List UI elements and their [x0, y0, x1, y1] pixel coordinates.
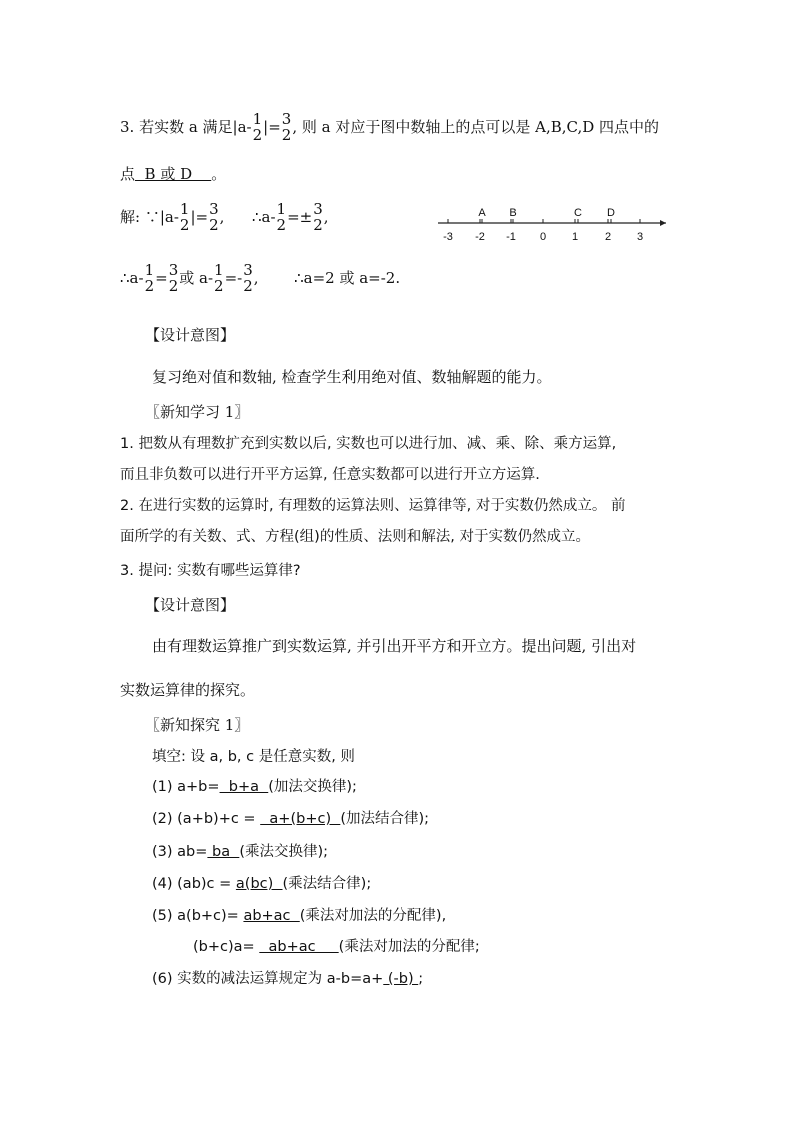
tick-label: 3: [636, 231, 644, 243]
law-item: [152, 909, 446, 924]
design-intent-2-title: 【设计意图】: [145, 596, 236, 614]
fraction: 3 2: [168, 261, 179, 295]
law-text: (3) ab=: [152, 844, 208, 860]
solution-text: 或 a-: [179, 268, 214, 287]
law-name: (乘法交换律);: [239, 844, 329, 860]
point-label: A: [478, 207, 486, 219]
law-answer: ba: [207, 844, 240, 860]
fill-intro: 填空: 设 a, b, c 是任意实数, 则: [152, 749, 355, 765]
tick-label: -1: [506, 231, 516, 243]
point-label: C: [574, 207, 582, 219]
question-3-line-1: [120, 112, 659, 144]
new-study-title: 〖新知学习 1〗: [145, 403, 250, 421]
solution-text: ,: [323, 207, 329, 226]
law-item: [152, 972, 423, 987]
law-item: [152, 845, 328, 860]
solution-text: ∴a-: [120, 268, 144, 287]
solution-line-2: [120, 263, 400, 295]
law-item: [193, 940, 480, 955]
fraction-one-half: 1 2: [252, 110, 263, 144]
law-text: (6) 实数的减法运算规定为 a-b=a+: [152, 971, 384, 987]
fraction: 1 2: [179, 200, 190, 234]
law-answer: a+(b+c): [260, 811, 341, 827]
design-intent-text: 复习绝对值和数轴, 检查学生利用绝对值、数轴解题的能力。: [152, 368, 552, 386]
question-3-line-2: [120, 167, 226, 182]
fraction: 1 2: [214, 261, 224, 295]
point-label: D: [607, 207, 615, 219]
law-name: (乘法对加法的分配律),: [299, 908, 447, 924]
number-line-arrow-icon: [660, 220, 666, 226]
q3-answer: B 或 D: [135, 165, 212, 183]
tick-label: 1: [571, 231, 579, 243]
law-answer: (-b): [383, 971, 419, 987]
fraction: 3 2: [313, 200, 323, 234]
solution-text: 解: ∵|a-: [120, 207, 179, 226]
q3-text-start: 3. 若实数 a 满足|a-: [120, 117, 252, 136]
q3-line2-prefix: 点: [120, 165, 136, 183]
paragraph-1-line-2: 而且非负数可以进行开平方运算, 任意实数都可以进行开立方运算.: [120, 467, 540, 483]
point-label: B: [509, 207, 517, 219]
q3-text-end: , 则 a 对应于图中数轴上的点可以是 A,B,C,D 四点中的: [292, 117, 660, 136]
solution-text: =-: [224, 268, 243, 287]
tick-label: 2: [604, 231, 612, 243]
design-intent-2-line-2: 实数运算律的探究。: [120, 681, 256, 699]
fraction: 3 2: [209, 200, 219, 234]
law-answer: a(bc): [235, 876, 283, 892]
explore-title: 〖新知探究 1〗: [145, 716, 250, 734]
law-name: (加法结合律);: [340, 811, 430, 827]
solution-text: =: [155, 268, 168, 287]
law-answer: ab+ac: [259, 939, 339, 955]
fraction: 1 2: [276, 200, 287, 234]
solution-text: ∴a-: [251, 207, 276, 226]
law-text: (2) (a+b)+c =: [152, 811, 261, 827]
fraction-three-half: 3 2: [281, 110, 292, 144]
solution-text: ,: [253, 268, 259, 287]
solution-line-1: [120, 202, 329, 234]
law-name: (乘法结合律);: [282, 876, 372, 892]
law-item: [152, 780, 357, 795]
design-intent-title: 【设计意图】: [145, 326, 236, 344]
solution-text: ,: [219, 207, 225, 226]
law-item: [152, 877, 371, 892]
tick-label: -2: [475, 231, 485, 243]
fraction: 1 2: [144, 261, 155, 295]
law-name: ;: [418, 971, 424, 987]
number-line: [432, 203, 672, 245]
fraction: 3 2: [243, 261, 253, 295]
law-answer: ab+ac: [243, 908, 300, 924]
law-text: (b+c)a=: [193, 939, 260, 955]
q3-line2-suffix: 。: [211, 165, 227, 183]
paragraph-2-line-2: 面所学的有关数、式、方程(组)的性质、法则和解法, 对于实数仍然成立。: [120, 529, 591, 545]
design-intent-2-line-1: 由有理数运算推广到实数运算, 并引出开平方和开立方。提出问题, 引出对: [152, 637, 637, 655]
number-line-points: [478, 207, 615, 223]
law-name: (加法交换律);: [268, 779, 357, 795]
law-answer: b+a: [219, 779, 269, 795]
law-text: (5) a(b+c)=: [152, 908, 244, 924]
law-name: (乘法对加法的分配律;: [338, 939, 480, 955]
tick-label: 0: [539, 231, 547, 243]
solution-text: |=: [190, 207, 209, 226]
law-text: (1) a+b=: [152, 779, 220, 795]
paragraph-3: 3. 提问: 实数有哪些运算律?: [120, 563, 301, 579]
q3-text-eq: |=: [263, 117, 281, 136]
solution-text: =±: [287, 207, 313, 226]
solution-result: ∴a=2 或 a=-2.: [294, 268, 401, 287]
law-text: (4) (ab)c =: [152, 876, 236, 892]
law-item: [152, 812, 429, 827]
paragraph-1-line-1: 1. 把数从有理数扩充到实数以后, 实数也可以进行加、减、乘、除、乘方运算,: [120, 436, 617, 452]
tick-label: -3: [443, 231, 453, 243]
paragraph-2-line-1: 2. 在进行实数的运算时, 有理数的运算法则、运算律等, 对于实数仍然成立。 前: [120, 498, 626, 514]
